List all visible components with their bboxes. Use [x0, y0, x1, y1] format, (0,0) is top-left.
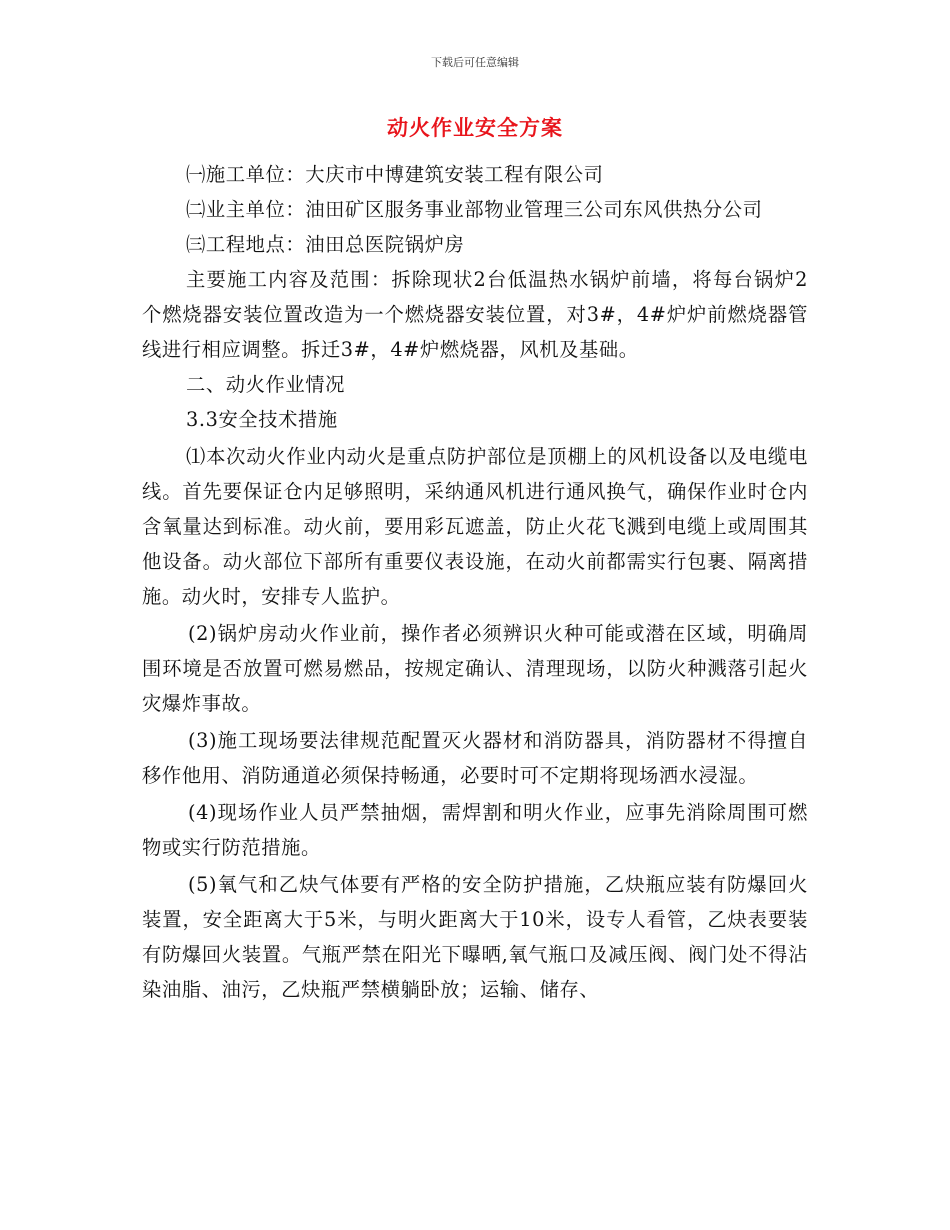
paragraph-measure-3: (3)施工现场要法律规范配置灭火器材和消防器具，消防器材不得擅自移作他用、消防通道必须保持畅通，必要时可不定期将现场洒水浸湿。	[142, 729, 808, 787]
paragraph-measure-2: (2)锅炉房动火作业前，操作者必须辨识火种可能或潜在区域，明确周围环境是否放置可燃易燃品，按规定确认、清理现场，以防火种溅落引起火灾爆炸事故。	[142, 622, 808, 715]
section-heading-hot-work: 二、动火作业情况	[186, 373, 346, 396]
paragraph-construction-unit: ㈠施工单位：大庆市中博建筑安装工程有限公司	[186, 163, 604, 186]
document-title: 动火作业安全方案	[387, 116, 563, 140]
document-body	[142, 157, 808, 1007]
paragraph-measure-5: (5)氧气和乙炔气体要有严格的安全防护措施，乙炔瓶应装有防爆回火装置，安全距离大于5米，与明火距离大于10米，设专人看管，乙炔表要装有防爆回火装置。气瓶严禁在阳光下曝晒,氧气瓶口及减压阀、阀门处不得沾染油脂、油污，乙炔瓶严禁横躺卧放；运输、储存、	[142, 873, 808, 1001]
page-header: 下载后可任意编辑	[431, 56, 519, 69]
section-heading-safety-measures: 3.3安全技术措施	[186, 408, 338, 431]
paragraph-project-location: ㈢工程地点：油田总医院锅炉房	[186, 233, 465, 256]
paragraph-measure-4: (4)现场作业人员严禁抽烟，需焊割和明火作业，应事先消除周围可燃物或实行防范措施。	[142, 801, 808, 859]
paragraph-measure-1: ⑴本次动火作业内动火是重点防护部位是顶棚上的风机设备以及电缆电线。首先要保证仓内足够照明，采纳通风机进行通风换气，确保作业时仓内含氧量达到标准。动火前，要用彩瓦遮盖，防止火花飞溅到电缆上或周围其他设备。动火部位下部所有重要仪表设施，在动火前都需实行包裹、隔离措施。动火时，安排专人监护。	[142, 445, 808, 608]
paragraph-owner-unit: ㈡业主单位：油田矿区服务事业部物业管理三公司东风供热分公司	[186, 198, 763, 221]
paragraph-main-scope: 主要施工内容及范围：拆除现状2台低温热水锅炉前墙，将每台锅炉2个燃烧器安装位置改造为一个燃烧器安装位置，对3#，4#炉炉前燃烧器管线进行相应调整。拆迁3#，4#炉燃烧器，风机及基础。	[142, 268, 808, 361]
